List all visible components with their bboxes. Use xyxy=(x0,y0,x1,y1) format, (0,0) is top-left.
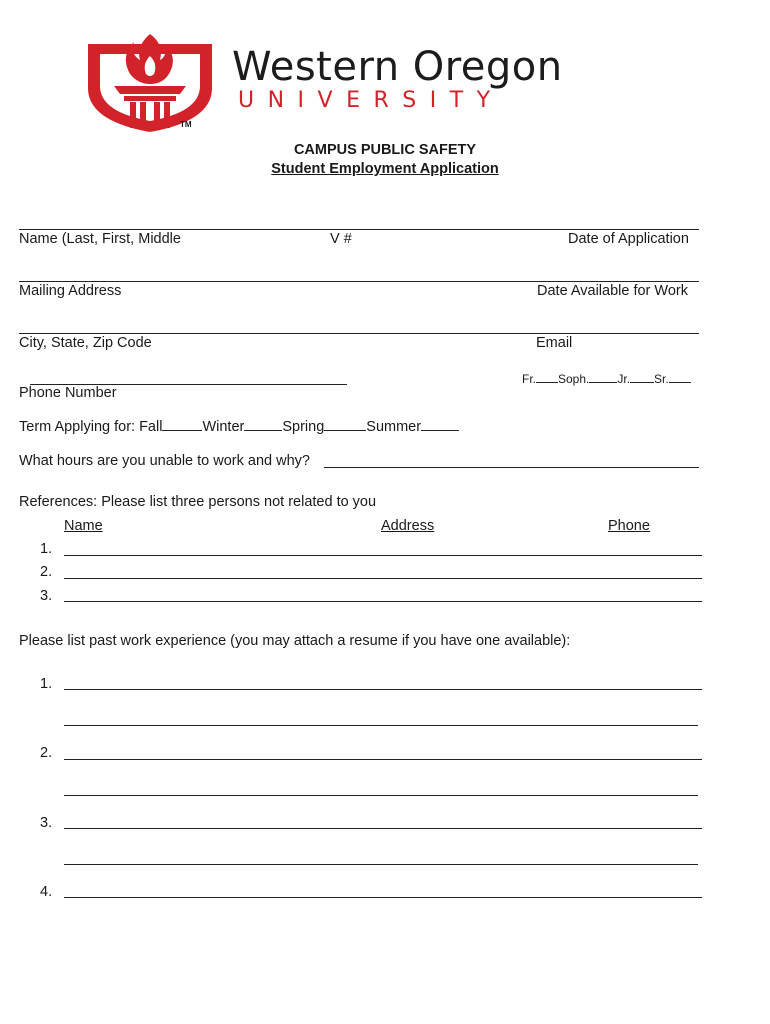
experience-line-4a[interactable] xyxy=(64,897,702,898)
city-state-zip-line[interactable] xyxy=(19,333,699,334)
experience-intro: Please list past work experience (you may attach a resume if you have one available): xyxy=(19,633,571,649)
reference-number: 3. xyxy=(40,588,53,604)
experience-line-1b[interactable] xyxy=(64,725,698,726)
experience-line-2b[interactable] xyxy=(64,795,698,796)
references-phone-header: Phone xyxy=(608,518,650,534)
experience-number: 2. xyxy=(40,745,53,761)
email-label: Email xyxy=(536,335,573,351)
term-row xyxy=(19,418,459,435)
department-title: CAMPUS PUBLIC SAFETY xyxy=(293,142,477,158)
name-label: Name (Last, First, Middle xyxy=(19,231,181,247)
hours-question: What hours are you unable to work and why? xyxy=(19,453,310,469)
experience-line-3b[interactable] xyxy=(64,864,698,865)
experience-line-3a[interactable] xyxy=(64,828,702,829)
references-name-header: Name xyxy=(64,518,103,534)
reference-line-1[interactable] xyxy=(64,555,702,556)
reference-number: 1. xyxy=(40,541,53,557)
term-spring: Spring xyxy=(282,419,325,435)
reference-number: 2. xyxy=(40,564,53,580)
date-of-application-label: Date of Application xyxy=(568,231,689,247)
university-logo xyxy=(84,26,694,136)
class-sophomore-blank[interactable] xyxy=(589,370,617,383)
experience-number: 3. xyxy=(40,815,53,831)
class-junior-blank[interactable] xyxy=(630,370,654,383)
reference-line-2[interactable] xyxy=(64,578,702,579)
name-line[interactable] xyxy=(19,229,699,230)
class-senior-blank[interactable] xyxy=(669,370,691,383)
form-title: Student Employment Application xyxy=(271,161,499,177)
references-intro: References: Please list three persons not related to you xyxy=(19,494,377,510)
class-senior: Sr. xyxy=(654,372,669,386)
experience-number: 4. xyxy=(40,884,53,900)
experience-number: 1. xyxy=(40,676,53,692)
mailing-address-line[interactable] xyxy=(19,281,699,282)
term-prefix: Term Applying for: Fall xyxy=(19,419,163,435)
reference-line-3[interactable] xyxy=(64,601,702,602)
term-summer: Summer xyxy=(366,419,422,435)
class-freshman: Fr. xyxy=(522,372,536,386)
experience-line-2a[interactable] xyxy=(64,759,702,760)
trademark-mark: TM xyxy=(180,120,192,129)
phone-label: Phone Number xyxy=(19,385,117,401)
term-spring-blank[interactable] xyxy=(324,418,366,431)
v-number-label: V # xyxy=(330,231,352,247)
term-winter-blank[interactable] xyxy=(244,418,282,431)
class-year-selector xyxy=(522,370,691,386)
city-state-zip-label: City, State, Zip Code xyxy=(19,335,152,351)
term-fall-blank[interactable] xyxy=(162,418,202,431)
logo-wordmark: Western Oregon xyxy=(232,44,563,90)
term-winter: Winter xyxy=(202,419,245,435)
class-freshman-blank[interactable] xyxy=(536,370,558,383)
hours-answer-line[interactable] xyxy=(324,467,699,468)
experience-line-1a[interactable] xyxy=(64,689,702,690)
date-available-label: Date Available for Work xyxy=(537,283,688,299)
logo-university-text: UNIVERSITY xyxy=(238,88,504,113)
term-summer-blank[interactable] xyxy=(421,418,459,431)
class-junior: Jr. xyxy=(617,372,631,386)
mailing-address-label: Mailing Address xyxy=(19,283,122,299)
class-sophomore: Soph. xyxy=(558,372,590,386)
torch-emblem-icon xyxy=(84,26,219,136)
references-address-header: Address xyxy=(381,518,435,534)
